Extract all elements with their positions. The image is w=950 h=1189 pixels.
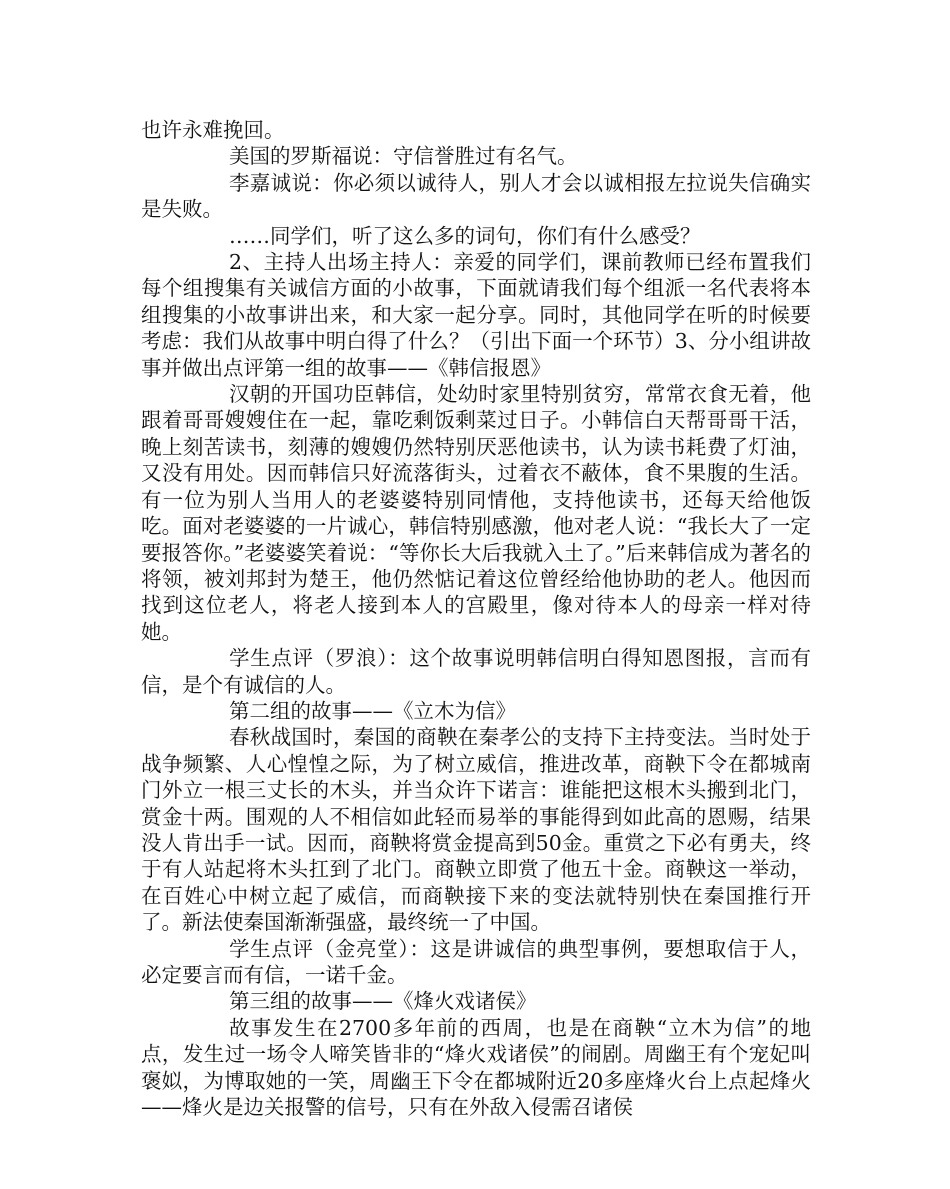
paragraph-11: 第三组的故事——《烽火戏诸侯》 bbox=[229, 989, 537, 1014]
document-body bbox=[141, 117, 811, 1120]
paragraph-4: ……同学们，听了这么多的词句，你们有什么感受？ bbox=[229, 223, 701, 248]
paragraph-6: 汉朝的开国功臣韩信，处幼时家里特别贫穷，常常衣食无着，他跟着哥哥嫂嫂住在一起，靠吃剩饭剩菜过日子。小韩信白天帮哥哥干活，晚上刻苦读书，刻薄的嫂嫂仍然特别厌恶他读书，认为读书耗费了灯油，又没有用处。因而韩信只好流落街头，过着衣不蔽体，食不果腹的生活。有一位为别人当用人的老婆婆特别同情他，支持他读书，还每天给他饭吃。面对老婆婆的一片诚心，韩信特别感激，他对老人说：“我长大了一定要报答你。”老婆婆笑着说：“等你长大后我就入土了。”后来韩信成为著名的将领，被刘邦封为楚王，他仍然惦记着这位曾经给他协助的老人。他因而找到这位老人，将老人接到本人的宫殿里，像对待本人的母亲一样对待她。 bbox=[141, 382, 811, 644]
paragraph-7: 学生点评（罗浪）：这个故事说明韩信明白得知恩图报，言而有信，是个有诚信的人。 bbox=[141, 646, 811, 697]
paragraph-1: 也许永难挽回。 bbox=[141, 118, 285, 142]
paragraph-5: 2、主持人出场主持人：亲爱的同学们，课前教师已经布置我们每个组搜集有关诚信方面的小故事，下面就请我们每个组派一名代表将本组搜集的小故事讲出来，和大家一起分享。同时，其他同学在听的时候要考虑：我们从故事中明白得了什么？（引出下面一个环节）3、分小组讲故事并做出点评第一组的故事——《韩信报恩》 bbox=[141, 250, 811, 380]
paragraph-3: 李嘉诚说：你必须以诚待人，别人才会以诚相报左拉说失信确实是失败。 bbox=[141, 170, 811, 222]
paragraph-10: 学生点评（金亮堂）：这是讲诚信的典型事例，要想取信于人，必定要言而有信，一诺千金。 bbox=[141, 936, 811, 987]
paragraph-2: 美国的罗斯福说：守信誉胜过有名气。 bbox=[229, 144, 578, 169]
paragraph-12: 故事发生在2700多年前的西周，也是在商鞅“立木为信”的地点，发生过一场令人啼笑皆非的“烽火戏诸侯”的闹剧。周幽王有个宠妃叫褒姒，为博取她的一笑，周幽王下令在都城附近20多座烽火台上点起烽火——烽火是边关报警的信号，只有在外敌入侵需召诸侯 bbox=[141, 1015, 811, 1120]
paragraph-9: 春秋战国时，秦国的商鞅在秦孝公的支持下主持变法。当时处于战争频繁、人心惶惶之际，为了树立威信，推进改革，商鞅下令在都城南门外立一根三丈长的木头，并当众许下诺言：谁能把这根木头搬到北门，赏金十两。围观的人不相信如此轻而易举的事能得到如此高的恩赐，结果没人肯出手一试。因而，商鞅将赏金提高到50金。重赏之下必有勇夫，终于有人站起将木头扛到了北门。商鞅立即赏了他五十金。商鞅这一举动，在百姓心中树立起了威信，而商鞅接下来的变法就特别快在秦国推行开了。新法使秦国渐渐强盛，最终统一了中国。 bbox=[141, 725, 811, 935]
paragraph-8: 第二组的故事——《立木为信》 bbox=[229, 698, 516, 723]
